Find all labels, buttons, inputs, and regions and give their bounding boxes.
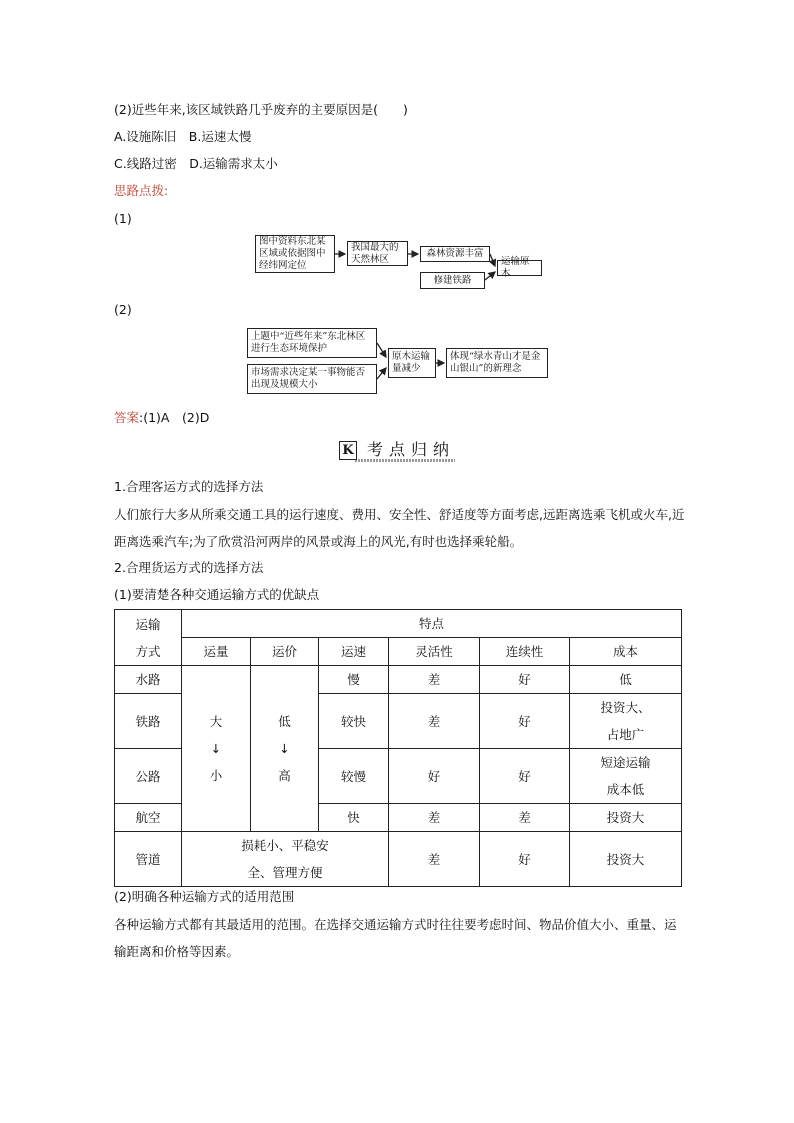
pipeline-line-1: 损耗小、平稳安	[241, 838, 329, 853]
volume-bottom: 小	[209, 768, 223, 783]
paragraph-scope: 各种运输方式都有其最适用的范围。在选择交通运输方式时往往要考虑时间、物品价值大小、重量、运输距离和价格等因素。	[114, 917, 677, 959]
pipeline-merged-cell	[182, 832, 389, 887]
mode-cell: 公路	[115, 749, 182, 804]
diagram1-arrow-3	[490, 254, 495, 266]
diagram2-box-philosophy-text: 体现“绿水青山才是金山银山”的新理念	[450, 351, 541, 374]
table-row	[115, 832, 682, 887]
question-stem: (2)近些年来,该区域铁路几乎废弃的主要原因是( )	[114, 102, 408, 117]
price-top: 低	[278, 714, 291, 729]
diagram1-box-location-text: 图中资料东北某区域或依据图中经纬网定位	[259, 236, 326, 271]
flex-cell: 差	[389, 666, 480, 694]
corner-line-1: 运输	[135, 616, 161, 632]
cost-cell	[570, 694, 682, 749]
diagram2-box-protection-text: 上题中“近些年来”东北林区进行生态环境保护	[251, 331, 366, 354]
col-header: 运价	[251, 638, 319, 666]
col-header: 运量	[182, 638, 251, 666]
hint-label-2: (2)	[114, 302, 132, 317]
col-header: 灵活性	[389, 638, 480, 666]
down-arrow-icon: ↓	[210, 741, 222, 756]
speed-cell: 慢	[319, 666, 389, 694]
diagram1-box-transport-logs-text: 运输原木	[501, 256, 530, 279]
pipeline-line-2: 全、管理方便	[247, 865, 323, 880]
down-arrow-icon: ↓	[279, 741, 290, 756]
cost-cell: 低	[570, 666, 682, 694]
corner-line-2: 方式	[135, 643, 161, 659]
table-header-row-1	[115, 610, 682, 638]
cost-cell: 投资大	[570, 832, 682, 887]
section-title: 考点归纳	[367, 440, 456, 459]
volume-top: 大	[209, 714, 223, 729]
diagram2-arrow-2	[377, 368, 386, 379]
col-header: 成本	[570, 638, 682, 666]
col-header: 运速	[319, 638, 389, 666]
answer-text: :(1)A (2)D	[139, 410, 210, 425]
feature-header: 特点	[182, 610, 682, 638]
price-bottom: 高	[278, 768, 291, 783]
diagram1-box-forest-area-text: 我国最大的天然林区	[351, 241, 399, 265]
cost-line-1: 投资大、	[600, 700, 651, 715]
transport-comparison-table	[114, 609, 682, 887]
volume-merged-cell	[182, 666, 251, 832]
cost-line-2: 成本低	[606, 782, 645, 797]
table-corner-cell	[115, 610, 182, 666]
diagram1-box-resources-text: 森林资源丰富	[426, 248, 484, 259]
speed-cell: 快	[319, 804, 389, 832]
col-header: 连续性	[480, 638, 570, 666]
diagram1-arrow-4	[485, 272, 495, 280]
table-header-row-2	[115, 638, 682, 666]
cont-cell: 好	[480, 832, 570, 887]
cont-cell: 好	[480, 666, 570, 694]
cost-cell: 投资大	[570, 804, 682, 832]
mode-cell: 航空	[115, 804, 182, 832]
cost-cell	[570, 749, 682, 804]
answer-line	[114, 409, 209, 427]
heading-freight: 2.合理货运方式的选择方法	[114, 560, 264, 575]
table-row	[115, 666, 682, 694]
flex-cell: 差	[389, 804, 480, 832]
k-badge-icon: K	[339, 441, 357, 460]
mode-cell: 水路	[115, 666, 182, 694]
paragraph-passenger: 人们旅行大多从所乘交通工具的运行速度、费用、安全性、舒适度等方面考虑,远距离选乘飞机或火车,近距离选乘汽车;为了欣赏沿河两岸的风景或海上的风光,有时也选择乘轮船。	[114, 507, 685, 549]
cont-cell: 好	[480, 749, 570, 804]
flex-cell: 差	[389, 832, 480, 887]
answer-label: 答案	[114, 410, 140, 425]
cost-line-1: 短途运输	[600, 755, 651, 770]
flex-cell: 差	[389, 694, 480, 749]
mode-cell: 铁路	[115, 694, 182, 749]
mode-cell: 管道	[115, 832, 182, 887]
diagram1-box-railway-text: 修建铁路	[433, 274, 472, 286]
hint-label-1: (1)	[114, 211, 132, 226]
heading-passenger: 1.合理客运方式的选择方法	[114, 479, 264, 494]
cont-cell: 差	[480, 804, 570, 832]
cost-line-2: 占地广	[606, 727, 645, 742]
flex-cell: 好	[389, 749, 480, 804]
price-merged-cell	[251, 666, 319, 832]
options-row-2: C.线路过密 D.运输需求太小	[114, 156, 278, 171]
diagram2-box-market-text: 市场需求决定某一事物能否出现及规模大小	[251, 367, 366, 390]
diagram2-arrow-1	[377, 343, 386, 357]
subheading-pros-cons: (1)要清楚各种交通运输方式的优缺点	[114, 587, 320, 602]
cont-cell: 好	[480, 694, 570, 749]
subheading-scope: (2)明确各种运输方式的适用范围	[114, 889, 295, 904]
speed-cell: 较快	[319, 694, 389, 749]
options-row-1: A.设施陈旧 B.运速太慢	[114, 129, 252, 144]
speed-cell: 较慢	[319, 749, 389, 804]
diagram2-box-reduced-text: 原木运输量减少	[392, 351, 431, 374]
hint-title: 思路点拨:	[114, 183, 169, 198]
